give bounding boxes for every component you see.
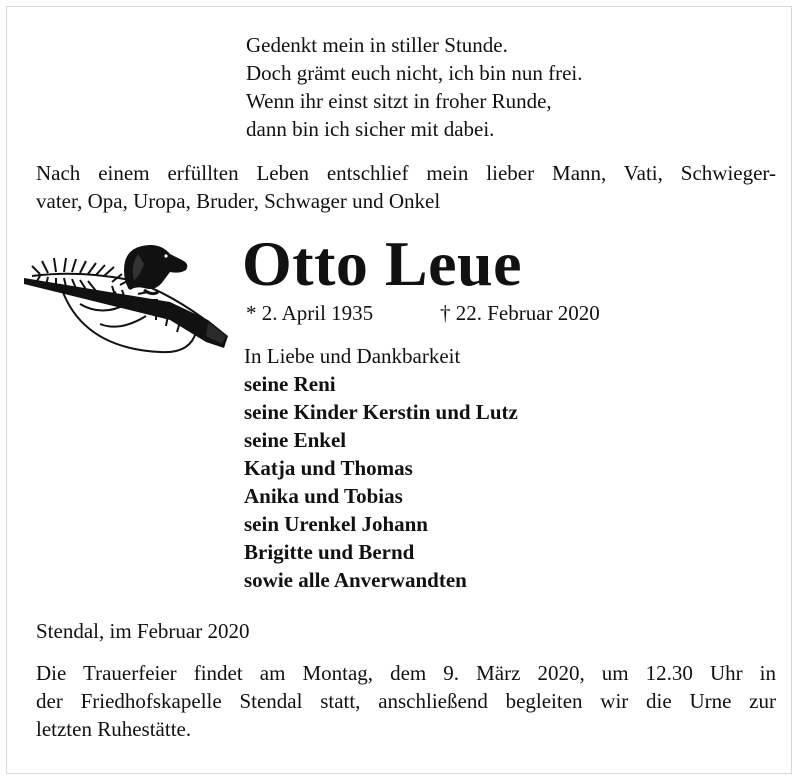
place-date: Stendal, im Februar 2020 <box>36 619 250 643</box>
death-date: † 22. Februar 2020 <box>440 301 600 325</box>
intro-line: vater, Opa, Uropa, Bruder, Schwager und Onkel <box>36 189 441 213</box>
intro-text <box>36 159 776 215</box>
poem-line: Wenn ihr einst sitzt in froher Runde, <box>246 89 552 113</box>
life-dates <box>246 299 600 327</box>
mourner-name: seine Kinder Kerstin und Lutz <box>244 400 518 424</box>
funeral-line: Die Trauerfeier findet am Montag, dem 9. März 2020, um 12.30 Uhr in <box>36 661 776 685</box>
mourner-name: seine Reni <box>244 372 336 396</box>
poem-line: dann bin ich sicher mit dabei. <box>246 117 495 141</box>
intro-line: Nach einem erfüllten Leben entschlief mein lieber Mann, Vati, Schwieger- <box>36 161 776 185</box>
mourners-intro: In Liebe und Dankbarkeit <box>244 344 461 368</box>
poem-line: Doch grämt euch nicht, ich bin nun frei. <box>246 61 583 85</box>
funeral-line: der Friedhofskapelle Stendal statt, anschließend begleiten wir die Urne zur <box>36 689 776 713</box>
poem <box>246 31 666 143</box>
mourner-name: Brigitte und Bernd <box>244 540 415 564</box>
deceased-name: Otto Leue <box>242 228 522 299</box>
mourner-name: sowie alle Anverwandten <box>244 568 467 592</box>
mourner-name: sein Urenkel Johann <box>244 512 428 536</box>
mourners-list <box>244 342 764 594</box>
funeral-info <box>36 659 776 743</box>
mourner-name: seine Enkel <box>244 428 347 452</box>
funeral-line: letzten Ruhestätte. <box>36 717 192 741</box>
birth-date: * 2. April 1935 <box>246 301 374 325</box>
mourner-name: Anika und Tobias <box>244 484 403 508</box>
hunting-dog-rifle-fir-branch-icon <box>20 236 232 364</box>
mourner-name: Katja und Thomas <box>244 456 413 480</box>
poem-line: Gedenkt mein in stiller Stunde. <box>246 33 508 57</box>
